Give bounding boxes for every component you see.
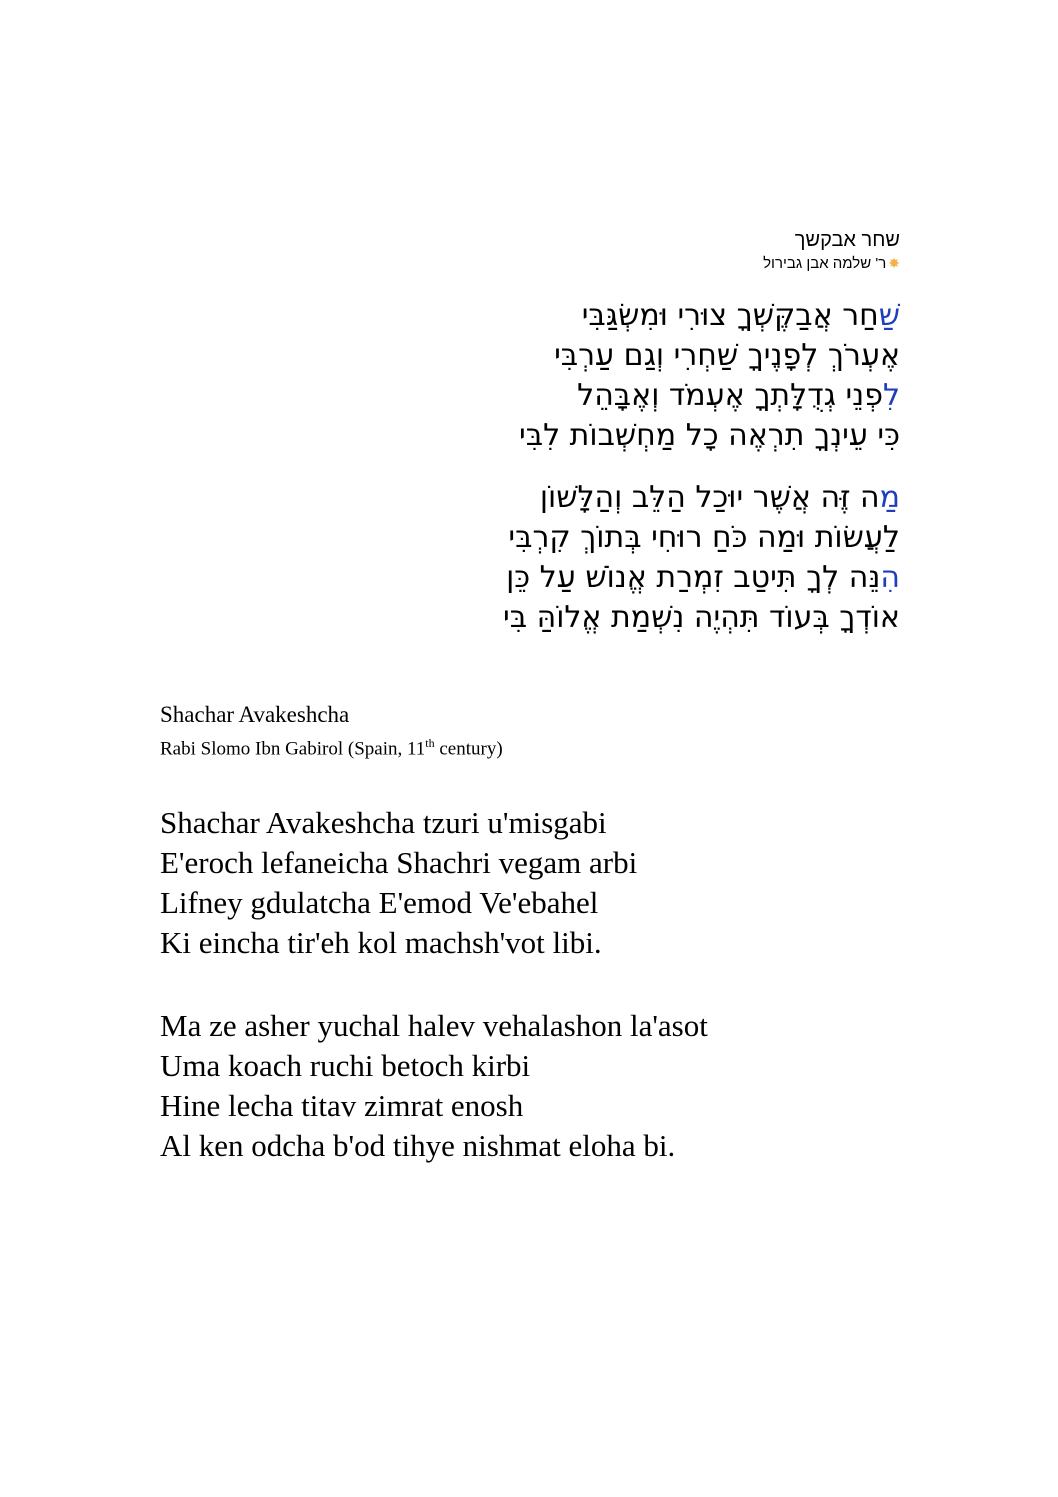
hebrew-author: ר' שלמה אבן גבירול (763, 255, 887, 272)
hebrew-line-text: ה זֶּה אֲשֶׁר יוּכַל הַלֵּב וְהַלָּשׁוֹן (539, 480, 880, 515)
english-line: Ki eincha tir'eh kol machsh'vot libi. (160, 925, 602, 960)
hebrew-line (503, 598, 900, 638)
english-title: Shachar Avakeshcha (160, 702, 350, 727)
english-line: Ma ze asher yuchal halev vehalashon la'asot (160, 1008, 708, 1043)
hebrew-header (763, 228, 900, 275)
hebrew-line (503, 518, 900, 558)
english-line: Hine lecha titav zimrat enosh (160, 1088, 524, 1123)
star-icon: ✸ (888, 255, 900, 271)
english-line: Uma koach ruchi betoch kirbi (160, 1048, 531, 1083)
english-line: Shachar Avakeshcha tzuri u'misgabi (160, 805, 607, 840)
hebrew-acrostic-letter: הִ (880, 560, 900, 595)
english-author (160, 730, 503, 762)
hebrew-line-text: פְנֵי גְדֻלָּתְךָ אֶעְמֹד וְאֶבָּהֵל (577, 378, 883, 413)
hebrew-stanza-2 (503, 478, 900, 638)
hebrew-line (503, 558, 900, 598)
english-line: E'eroch lefaneicha Shachri vegam arbi (160, 845, 638, 880)
hebrew-line-text: אֶעְרֹךְ לְפָנֶיךָ שַׁחְרִי וְגַם עַרְבִּי (554, 338, 900, 373)
english-stanza-2 (160, 1006, 708, 1166)
english-header (160, 700, 503, 762)
hebrew-line-text: כִּי עֵינְךָ תִרְאֶה כָל מַחְשְׁבוֹת לִבִּי (519, 418, 900, 453)
english-author-prefix: Rabi Slomo Ibn Gabirol (Spain, 11 (160, 738, 426, 760)
hebrew-acrostic-letter: מַ (879, 480, 900, 515)
english-author-suffix: century) (434, 738, 503, 760)
hebrew-acrostic-letter: לִ (882, 378, 900, 413)
hebrew-stanza-1 (519, 296, 900, 456)
english-line: Al ken odcha b'od tihye nishmat eloha bi. (160, 1128, 676, 1163)
english-line: Lifney gdulatcha E'emod Ve'ebahel (160, 885, 599, 920)
hebrew-line (519, 296, 900, 336)
hebrew-line-text: נֵּה לְךָ תִּיטַב זִמְרַת אֱנוֹשׁ עַל כֵּן (506, 560, 881, 595)
hebrew-line-text: לַעֲשׂוֹת וּמַה כֹּחַ רוּחִי בְּתוֹךְ קִרְבִּי (508, 520, 900, 555)
english-author-sup: th (425, 736, 435, 750)
hebrew-line (519, 376, 900, 416)
hebrew-author-line (763, 252, 900, 275)
hebrew-acrostic-letter: שַׁ (878, 298, 900, 333)
english-stanza-1 (160, 803, 637, 963)
hebrew-line (503, 478, 900, 518)
hebrew-line (519, 336, 900, 376)
hebrew-title: שחר אבקשך (794, 229, 900, 251)
hebrew-line-text: אוֹדְךָ בְּעוֹד תִּהְיֶה נִשְׁמַת אֱלוֹהַּ בִּי (503, 600, 900, 635)
hebrew-line-text: חַר אֲבַקֶּשְׁךָ צוּרִי וּמִשְׂגַּבִּי (581, 298, 879, 333)
hebrew-line (519, 416, 900, 456)
